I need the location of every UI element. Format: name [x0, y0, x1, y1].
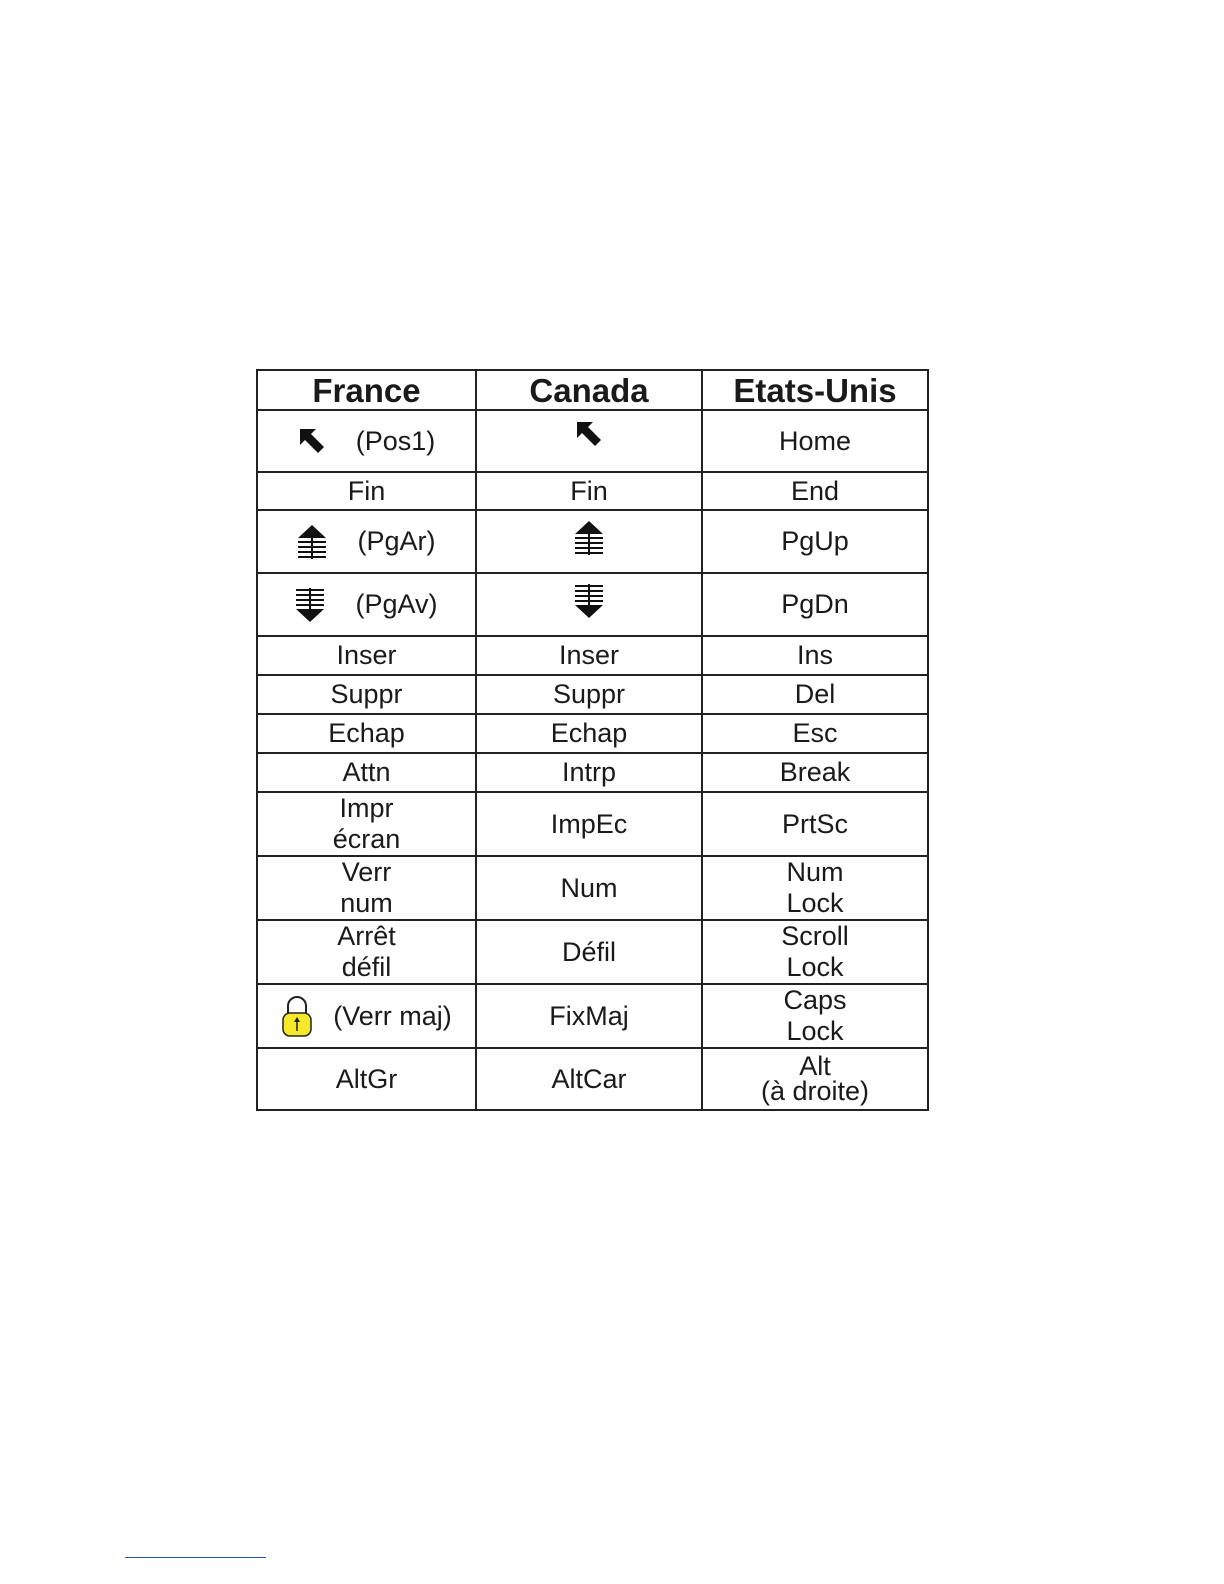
cell-fr: [257, 510, 476, 573]
cell-us: End: [702, 472, 928, 510]
cell-fr: [257, 573, 476, 636]
cell-line: défil: [341, 952, 392, 982]
cell-fr: AltGr: [257, 1048, 476, 1110]
cell-fr: Suppr: [257, 675, 476, 714]
cell-line: Caps: [783, 985, 847, 1015]
cell-fr: [257, 792, 476, 856]
cell-ca: [476, 573, 702, 636]
cell-us: PrtSc: [702, 792, 928, 856]
cell-line: Lock: [786, 952, 844, 982]
cell-line: Verr: [341, 857, 392, 887]
cell-text: (PgAv): [355, 589, 438, 619]
table-row: [257, 984, 928, 1048]
padlock-icon: [281, 994, 313, 1038]
table-row: [257, 1048, 928, 1110]
header-canada: Canada: [476, 370, 702, 410]
cell-ca: Num: [476, 856, 702, 920]
cell-ca: Fin: [476, 472, 702, 510]
cell-line: Alt: [799, 1051, 831, 1081]
cell-fr: [257, 920, 476, 984]
cell-ca: Défil: [476, 920, 702, 984]
cell-line: Lock: [786, 1016, 844, 1046]
page-down-icon: [295, 588, 325, 622]
cell-ca: Echap: [476, 714, 702, 753]
cell-ca: [476, 510, 702, 573]
header-etats-unis: Etats-Unis: [702, 370, 928, 410]
cell-fr: [257, 410, 476, 472]
table-row: [257, 472, 928, 510]
table-row: [257, 675, 928, 714]
cell-us: Break: [702, 753, 928, 792]
cell-ca: [476, 410, 702, 472]
page-down-icon: [574, 584, 604, 618]
header-row: [257, 370, 928, 410]
cell-fr: Fin: [257, 472, 476, 510]
cell-fr: Attn: [257, 753, 476, 792]
cell-line: Num: [786, 857, 844, 887]
cell-fr: Echap: [257, 714, 476, 753]
cell-fr: [257, 856, 476, 920]
cell-us: Del: [702, 675, 928, 714]
cell-us: PgUp: [702, 510, 928, 573]
cell-us: [702, 856, 928, 920]
home-arrow-icon: [298, 427, 326, 455]
cell-ca: ImpEc: [476, 792, 702, 856]
page-up-icon: [297, 525, 327, 559]
cell-ca: Suppr: [476, 675, 702, 714]
cell-fr: Inser: [257, 636, 476, 675]
table-row: [257, 410, 928, 472]
table-row: [257, 792, 928, 856]
table-row: [257, 753, 928, 792]
cell-us: Ins: [702, 636, 928, 675]
cell-ca: AltCar: [476, 1048, 702, 1110]
table-row: [257, 573, 928, 636]
keyboard-key-equivalence-table: [256, 369, 929, 1111]
cell-line: Scroll: [781, 921, 849, 951]
cell-line: (à droite): [760, 1076, 870, 1106]
cell-text: (PgAr): [357, 526, 436, 556]
cell-ca: FixMaj: [476, 984, 702, 1048]
cell-line: Lock: [786, 888, 844, 918]
cell-us: Home: [702, 410, 928, 472]
cell-text: (Pos1): [355, 425, 436, 456]
cell-line: num: [340, 888, 393, 918]
cell-fr: [257, 984, 476, 1048]
footnote-rule: [125, 1557, 266, 1558]
cell-ca: Intrp: [476, 753, 702, 792]
home-arrow-icon: [575, 420, 603, 448]
page-up-icon: [574, 521, 604, 555]
cell-text: (Verr maj): [333, 1000, 452, 1031]
cell-us: [702, 1048, 928, 1110]
cell-line: Arrêt: [337, 921, 396, 951]
table-row: [257, 636, 928, 675]
cell-us: [702, 920, 928, 984]
table-row: [257, 714, 928, 753]
cell-us: [702, 984, 928, 1048]
table-row: [257, 510, 928, 573]
cell-ca: Inser: [476, 636, 702, 675]
cell-us: PgDn: [702, 573, 928, 636]
header-france: France: [257, 370, 476, 410]
table-row: [257, 856, 928, 920]
table-row: [257, 920, 928, 984]
cell-line: Impr: [339, 793, 394, 823]
cell-line: écran: [332, 824, 401, 854]
cell-us: Esc: [702, 714, 928, 753]
